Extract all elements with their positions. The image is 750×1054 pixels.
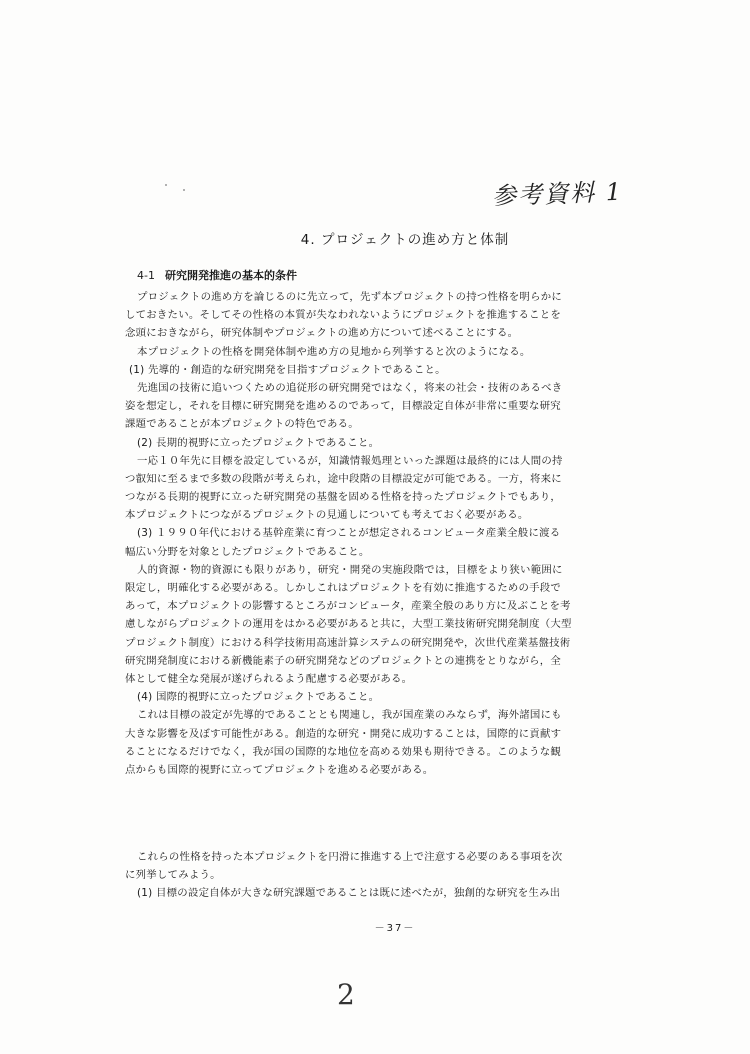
body-text-block-2	[125, 848, 590, 903]
page-number: －37－	[374, 923, 416, 934]
section-title: 研究開発推進の基本的条件	[164, 269, 297, 282]
section-heading	[137, 267, 297, 283]
section-number: 4-1	[137, 269, 155, 282]
document-title: 4. プロジェクトの進め方と体制	[300, 232, 510, 248]
text-line: これは目標の設定が先導的であることとも関連し，我が国産業のみならず，海外諸国にも	[137, 709, 562, 722]
text-line: つ叡知に至るまで多数の段階が考えられ，途中段階の目標設定が可能である。一方，将来に	[125, 472, 562, 485]
list-item-heading: (1) 先導的・創造的な研究開発を目指すプロジェクトであること。	[129, 363, 446, 376]
text-line: プロジェクトの進め方を論じるのに先立って，先ず本プロジェクトの持つ性格を明らかに	[137, 291, 562, 303]
text-line: 姿を想定し，それを目標に研究開発を進めるのであって，目標設定自体が非常に重要な研究	[125, 400, 561, 413]
list-item-heading: (2) 長期的視野に立ったプロジェクトであること。	[137, 436, 380, 449]
text-line: 一応１０年先に目標を設定しているが，知識情報処理といった課題は最終的には人間の持	[137, 454, 563, 467]
text-line: 課題であることが本プロジェクトの特色である。	[125, 418, 359, 431]
text-line: あって，本プロジェクトの影響するところがコンピュータ，産業全般のあり方に及ぶことを考	[125, 600, 571, 613]
text-line: 体として健全な発展が遂げられるよう配慮する必要がある。	[125, 672, 413, 685]
text-line: プロジェクト制度）における科学技術用高速計算システムの研究開発や，次世代産業基盤技術	[125, 636, 571, 649]
text-line: 先進国の技術に追いつくための追従形の研究開発ではなく，将来の社会・技術のあるべき	[137, 381, 563, 394]
text-line: 慮しながらプロジェクトの運用をはかる必要があると共に，大型工業技術研究開発制度（大型	[125, 618, 572, 631]
handwritten-reference-label: 参考資料 1	[491, 177, 624, 211]
text-line: 本プロジェクトにつながるプロジェクトの見通しについても考えておく必要がある。	[125, 509, 529, 522]
text-line: に列挙してみよう。	[125, 869, 221, 882]
list-item-heading: (4) 国際的視野に立ったプロジェクトであること。	[137, 691, 380, 704]
text-line: 限定し，明確化する必要がある。しかしこれはプロジェクトを有効に推進するための手段で	[125, 582, 562, 594]
text-line: 点からも国際的視野に立ってプロジェクトを進める必要がある。	[125, 763, 434, 776]
text-line: 研究開発制度における新機能素子の研究開発などのプロジェクトとの連携をとりながら，全	[125, 654, 562, 667]
text-line: 念頭におきながら，研究体制やプロジェクトの進め方について述べることにする。	[125, 327, 519, 340]
list-item-heading: (1) 目標の設定自体が大きな研究課題であることは既に述べたが，独創的な研究を生み出	[137, 887, 561, 900]
list-item-heading: (3) １９９０年代における基幹産業に育つことが想定されるコンピュータ産業全般に渡る	[137, 527, 561, 540]
text-line: 人的資源・物的資源にも限りがあり，研究・開発の実施段階では，目標をより狭い範囲に	[137, 563, 563, 576]
body-text-block-1	[125, 288, 590, 779]
text-line: 幅広い分野を対象としたプロジェクトであること。	[125, 545, 370, 558]
scan-speck	[183, 189, 185, 191]
text-line: 大きな影響を及ぼす可能性がある。創造的な研究・開発に成功することは，国際的に貢献す	[125, 727, 562, 740]
text-line: つながる長期的視野に立った研究開発の基盤を固める性格を持ったプロジェクトでもあり，	[125, 491, 562, 504]
text-line: ることになるだけでなく，我が国の国際的な地位を高める効果も期待できる。このような観	[125, 745, 562, 758]
text-line: 本プロジェクトの性格を開発体制や進め方の見地から列挙すると次のようになる。	[137, 345, 531, 358]
handwritten-page-number: 2	[337, 978, 355, 1011]
text-line: しておきたい。そしてその性格の本質が失なわれないようにプロジェクトを推進することを	[125, 309, 562, 322]
text-line: これらの性格を持った本プロジェクトを円滑に推進する上で注意する必要のある事項を次	[137, 851, 563, 863]
scan-speck	[165, 184, 167, 186]
